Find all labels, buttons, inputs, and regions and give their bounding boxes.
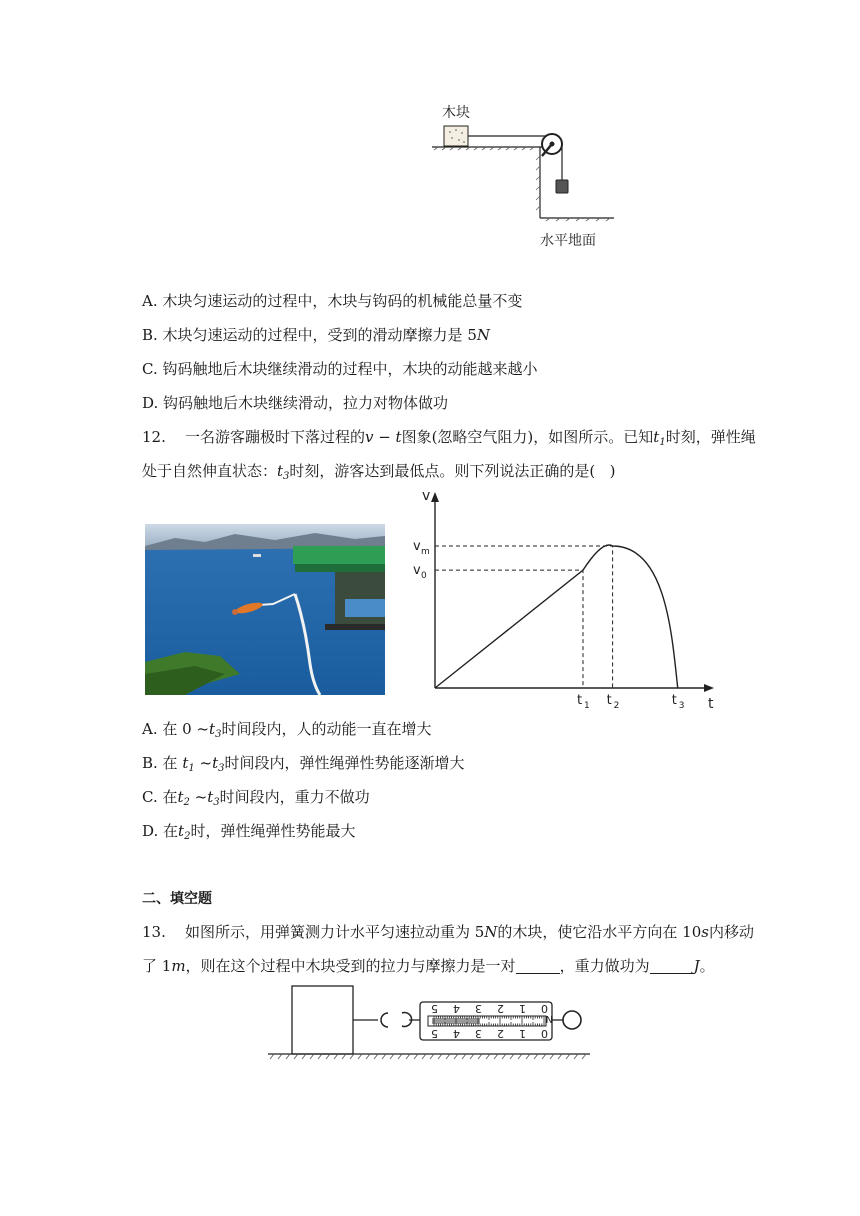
x-tick-subscript: 1: [584, 701, 590, 711]
q12-option-d: D. 在$t_2$时，弹性绳弹性势能最大: [142, 822, 356, 842]
y-tick-subscript: 0: [421, 571, 427, 582]
scale-number-bottom: 0: [541, 1027, 548, 1040]
wooden-block: [444, 126, 468, 146]
x-tick-subscript: 3: [678, 701, 685, 711]
y-tick-label: v: [413, 539, 421, 554]
q12-option-a: A. 在 0 $\sim t_3$时间段内，人的动能一直在增大: [142, 720, 432, 740]
hook-weight: [556, 180, 568, 193]
block-label: 木块: [442, 105, 470, 121]
unit-label: N: [545, 1013, 553, 1024]
spring-scale-diagram: [262, 980, 598, 1066]
scale-number-bottom: 3: [475, 1027, 482, 1040]
scale-number-bottom: 1: [519, 1027, 526, 1040]
question-number: 13.: [142, 923, 166, 941]
t-axis-label: t: [708, 696, 714, 712]
scale-ring: [563, 1011, 581, 1029]
q11-option-c: C. 钩码触地后木块继续滑动的过程中，木块的动能越来越小: [142, 360, 538, 378]
q11-option-b: B. 木块匀速运动的过程中，受到的滑动摩擦力是 5N: [142, 326, 490, 344]
q12-option-b: B. 在 $t_1$ $\sim t_3$时间段内，弹性绳弹性势能逐渐增大: [142, 754, 465, 774]
t-axis-arrow: [704, 684, 714, 692]
scale-number-top: 3: [475, 1002, 482, 1015]
x-tick-label: t: [577, 693, 583, 708]
block: [292, 986, 353, 1054]
bungee-photo: [145, 524, 385, 695]
ground-label: 水平地面: [540, 233, 596, 249]
x-tick-label: t: [671, 693, 677, 708]
q11-option-d: D. 钩码触地后木块继续滑动，拉力对物体做功: [142, 394, 449, 412]
velocity-curve: [435, 545, 678, 688]
question-number: 12.: [142, 428, 166, 446]
x-tick-label: t: [606, 693, 612, 708]
scale-number-top: 2: [497, 1002, 504, 1015]
scale-number-bottom: 4: [453, 1027, 460, 1040]
scale-number-bottom: 5: [431, 1027, 438, 1040]
v-t-graph: [408, 488, 728, 716]
scale-number-top: 0: [541, 1002, 548, 1015]
v-axis-arrow: [431, 492, 439, 502]
answer-blank-2[interactable]: [650, 959, 694, 974]
section-title: 二、填空题: [142, 891, 212, 907]
scale-number-top: 4: [453, 1002, 460, 1015]
answer-blank-1[interactable]: [516, 959, 560, 974]
x-tick-subscript: 2: [613, 701, 620, 711]
q11-option-a: A. 木块匀速运动的过程中，木块与钩码的机械能总量不变: [142, 292, 523, 310]
v-axis-label: v: [422, 488, 431, 504]
pulley-diagram: [428, 100, 628, 250]
q13-stem-line2: 了 1m，则在这个过程中木块受到的拉力与摩擦力是一对 ，重力做功为 J。: [142, 957, 715, 975]
q13-stem-line1: 13. 如图所示，用弹簧测力计水平匀速拉动重为 5N的木块，使它沿水平方向在 10s内移动: [142, 923, 754, 941]
y-tick-label: v: [413, 563, 421, 579]
scale-number-top: 5: [431, 1002, 438, 1015]
y-tick-subscript: m: [421, 547, 430, 557]
scale-number-top: 1: [519, 1002, 526, 1015]
q12-option-c: C. 在$t_2$ $\sim t_3$时间段内，重力不做功: [142, 788, 370, 808]
q12-stem-line2: 处于自然伸直状态：$t_3$时刻，游客达到最低点。则下列说法正确的是( ): [142, 462, 616, 482]
scale-number-bottom: 2: [497, 1027, 504, 1040]
q12-stem-line1: 12. 一名游客蹦极时下落过程的v − t图象(忽略空气阻力)，如图所示。已知$t_1$时刻，弹性绳: [142, 428, 756, 448]
